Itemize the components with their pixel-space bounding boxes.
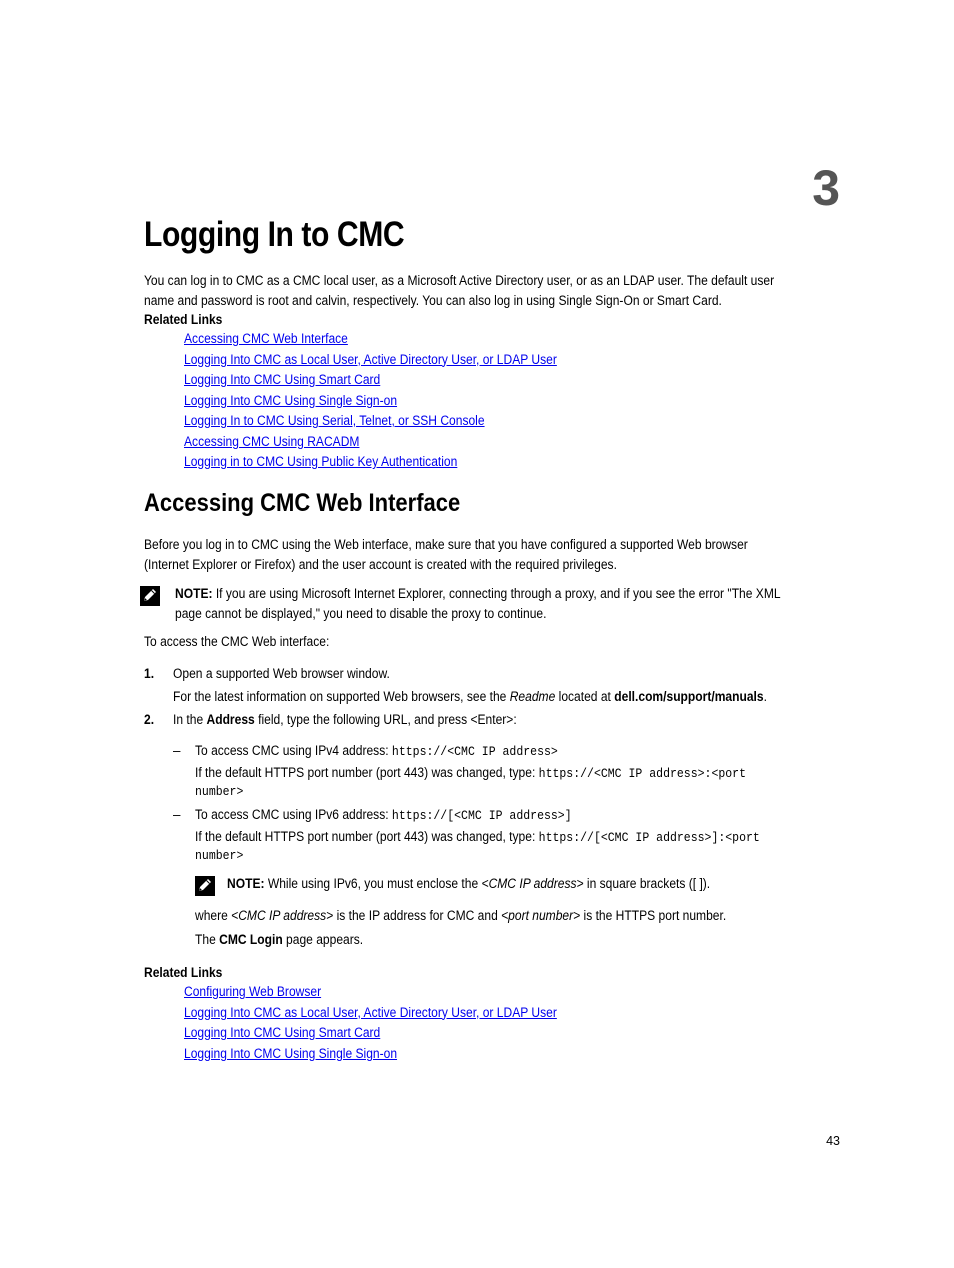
- note-text-line-2: page cannot be displayed," you need to disable the proxy to continue.: [175, 605, 547, 621]
- note-pencil-icon-2: [195, 876, 215, 901]
- section-title: Accessing CMC Web Interface: [144, 489, 461, 517]
- ipv4-access: [195, 741, 558, 762]
- step-1-detail: [173, 687, 767, 707]
- ipv4-port-url: https://<CMC IP address>:<port: [538, 766, 747, 781]
- link-configuring-web-browser[interactable]: Configuring Web Browser: [184, 984, 322, 999]
- ipv6-port-url-cont: number>: [195, 848, 244, 863]
- ipv6-access: [195, 805, 572, 826]
- note-2-label: NOTE:: [227, 876, 265, 891]
- readme-term: Readme: [509, 689, 556, 704]
- address-field-term: Address: [206, 712, 255, 727]
- ipv6-port-url: https://[<CMC IP address>]:<port: [538, 830, 760, 845]
- related-links-list: [184, 329, 598, 473]
- section-paragraph-line-2: (Internet Explorer or Firefox) and the user account is created with the required privileges.: [144, 556, 617, 572]
- note-text-line-1: If you are using Microsoft Internet Explorer, connecting through a proxy, and if you see the error "The XML: [212, 586, 781, 601]
- ipv6-url: https://[<CMC IP address>]: [391, 808, 572, 823]
- page-title: Logging In to CMC: [144, 215, 405, 254]
- step-1-detail-end: .: [763, 689, 767, 704]
- link-logging-into-cmc-single-sign-on-2[interactable]: Logging Into CMC Using Single Sign-on: [184, 1045, 398, 1061]
- ipv4-url: https://<CMC IP address>: [391, 744, 558, 759]
- where-line: [195, 906, 726, 926]
- step-2-text: [173, 710, 517, 730]
- where-pre: where: [195, 908, 232, 923]
- intro-line-2: name and password is root and calvin, respectively. You can also log in using Single Sign-On or Smart Card.: [144, 292, 722, 308]
- support-url: dell.com/support/manuals: [614, 689, 764, 704]
- login-page-line: [195, 930, 363, 950]
- step-2-post: field, type the following URL, and press <Enter>:: [254, 712, 517, 727]
- note-2-ip-term: <CMC IP address>: [481, 876, 584, 891]
- where-post: is the HTTPS port number.: [580, 908, 727, 923]
- link-public-key-authentication[interactable]: Logging in to CMC Using Public Key Authentication: [184, 454, 458, 469]
- dash-bullet-ipv6: –: [173, 807, 181, 822]
- ipv4-port-text: If the default HTTPS port number (port 443) was changed, type:: [195, 765, 539, 780]
- note-ipv6-brackets: [227, 874, 710, 894]
- related-links-list-2: [184, 982, 598, 1064]
- section-paragraph: [144, 535, 904, 574]
- ipv4-port-url-cont: number>: [195, 784, 244, 799]
- link-logging-into-cmc-local-user[interactable]: Logging Into CMC as Local User, Active Directory User, or LDAP User: [184, 351, 557, 367]
- note-2-post: in square brackets ([ ]).: [583, 876, 711, 891]
- step-1-detail-mid: located at: [555, 689, 615, 704]
- note-ie-proxy: [175, 584, 848, 623]
- link-logging-into-cmc-local-user-2[interactable]: Logging Into CMC as Local User, Active Directory User, or LDAP User: [184, 1004, 557, 1020]
- where-port-term: <port number>: [501, 908, 581, 923]
- link-logging-into-cmc-smart-card-2[interactable]: Logging Into CMC Using Smart Card: [184, 1025, 381, 1040]
- chapter-number: 3: [812, 160, 840, 216]
- intro-paragraph: [144, 271, 904, 310]
- link-logging-into-cmc-single-sign-on[interactable]: Logging Into CMC Using Single Sign-on: [184, 392, 398, 408]
- ipv6-port-line: [195, 827, 760, 848]
- note-2-pre: While using IPv6, you must enclose the: [264, 876, 482, 891]
- step-2-pre: In the: [173, 712, 207, 727]
- note-label: NOTE:: [175, 586, 213, 601]
- link-accessing-cmc-web-interface[interactable]: Accessing CMC Web Interface: [184, 331, 348, 346]
- step-1-detail-pre: For the latest information on supported Web browsers, see the: [173, 689, 510, 704]
- dash-bullet-ipv4: –: [173, 743, 181, 758]
- access-intro: To access the CMC Web interface:: [144, 634, 330, 649]
- note-pencil-icon: [140, 586, 160, 611]
- step-1-text: Open a supported Web browser window.: [173, 666, 390, 681]
- login-post: page appears.: [282, 932, 364, 947]
- where-ip-term: <CMC IP address>: [231, 908, 334, 923]
- ipv4-port-line: [195, 763, 746, 784]
- page-number: 43: [826, 1134, 840, 1148]
- cmc-login-term: CMC Login: [219, 932, 283, 947]
- link-logging-into-cmc-smart-card[interactable]: Logging Into CMC Using Smart Card: [184, 372, 381, 387]
- related-links-title-2: Related Links: [144, 965, 223, 980]
- link-logging-in-serial-telnet-ssh[interactable]: Logging In to CMC Using Serial, Telnet, or SSH Console: [184, 413, 485, 428]
- ipv6-text: To access CMC using IPv6 address:: [195, 807, 392, 822]
- related-links-title: Related Links: [144, 312, 223, 327]
- section-paragraph-line-1: Before you log in to CMC using the Web interface, make sure that you have configured a supported Web browser: [144, 537, 748, 552]
- ipv6-port-text: If the default HTTPS port number (port 443) was changed, type:: [195, 829, 539, 844]
- step-2-number: 2.: [144, 712, 155, 727]
- login-pre: The: [195, 932, 220, 947]
- step-1-number: 1.: [144, 666, 155, 681]
- intro-line-1: You can log in to CMC as a CMC local user, as a Microsoft Active Directory user, or as an LDAP user. The default user: [144, 273, 775, 288]
- ipv4-text: To access CMC using IPv4 address:: [195, 743, 392, 758]
- link-accessing-cmc-racadm[interactable]: Accessing CMC Using RACADM: [184, 433, 360, 449]
- where-mid: is the IP address for CMC and: [333, 908, 502, 923]
